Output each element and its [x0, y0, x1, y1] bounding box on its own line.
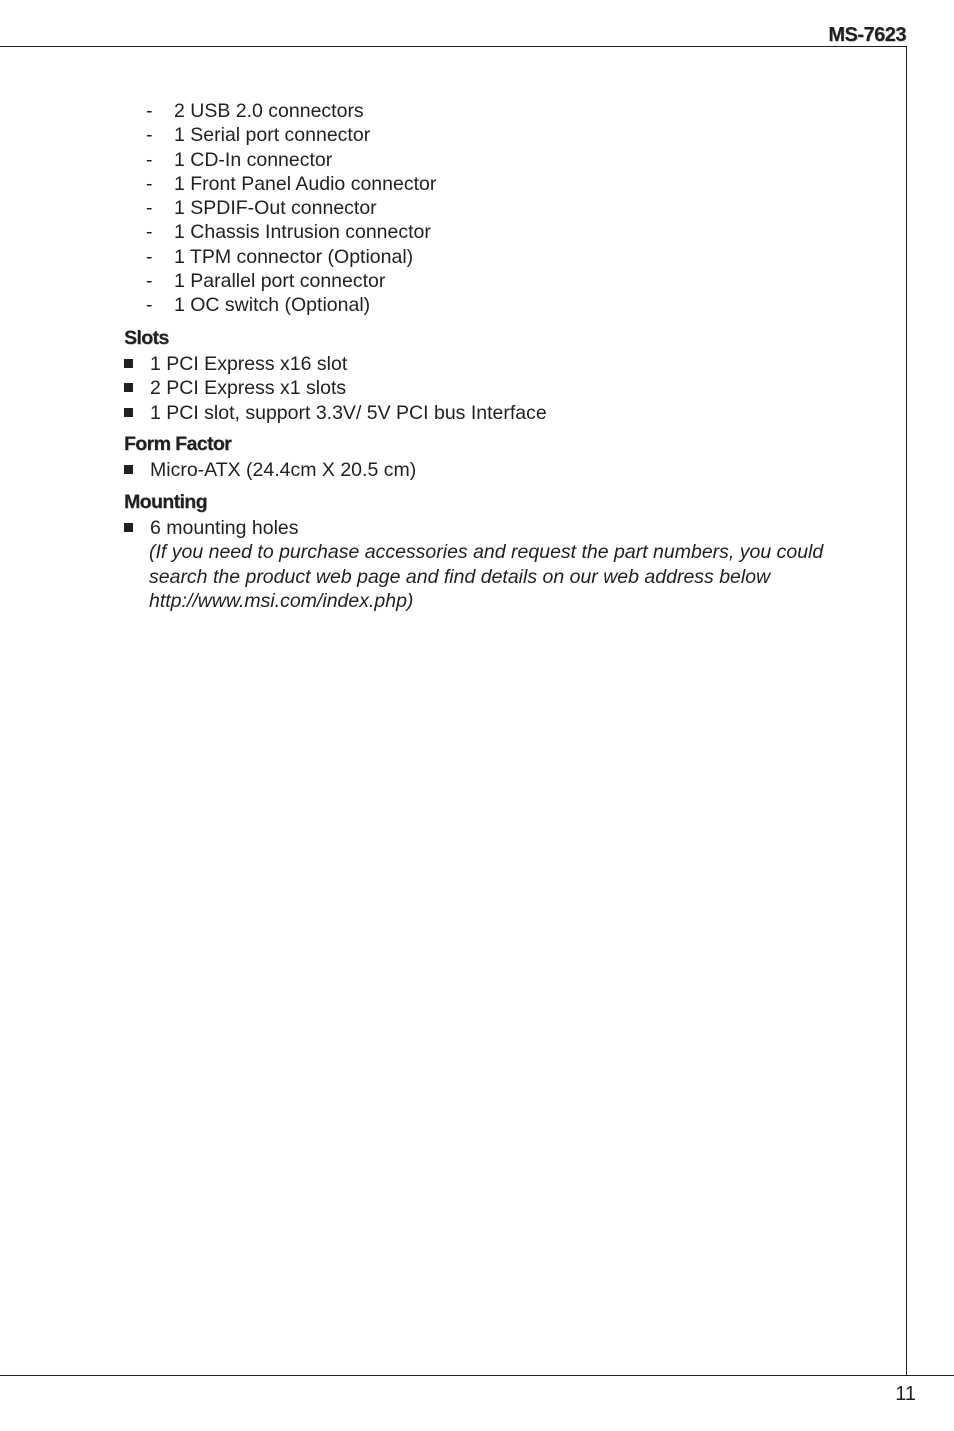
header-rule — [0, 46, 907, 47]
note-line: (If you need to purchase accessories and request the part numbers, you could — [149, 541, 824, 563]
list-item: - 1 Front Panel Audio connector — [146, 172, 437, 195]
model-number: MS-7623 — [828, 24, 906, 46]
list-item: - 2 USB 2.0 connectors — [146, 100, 364, 122]
square-bullet-icon — [124, 465, 133, 474]
mounting-list — [124, 516, 299, 540]
note-line: search the product web page and find details on our web address below — [149, 565, 771, 588]
list-item: 1 PCI slot, support 3.3V/ 5V PCI bus Interface — [124, 401, 547, 425]
list-item: - 1 Parallel port connector — [146, 270, 386, 293]
form-factor-heading: Form Factor — [124, 433, 232, 455]
list-item: - 1 Serial port connector — [146, 124, 371, 147]
list-item: - 1 CD-In connector — [146, 148, 333, 171]
page-number: 11 — [895, 1383, 916, 1405]
square-bullet-icon — [124, 408, 133, 417]
right-margin-rule — [906, 46, 907, 1376]
list-item: - 1 OC switch (Optional) — [146, 294, 371, 317]
list-item: - 1 SPDIF-Out connector — [146, 197, 377, 220]
note-line: http://www.msi.com/index.php) — [149, 590, 414, 612]
list-item: - 1 Chassis Intrusion connector — [146, 221, 431, 244]
footer-rule — [0, 1375, 954, 1376]
square-bullet-icon — [124, 383, 133, 392]
list-item: 6 mounting holes — [124, 516, 299, 540]
square-bullet-icon — [124, 523, 133, 532]
square-bullet-icon — [124, 359, 133, 368]
mounting-heading: Mounting — [124, 491, 207, 513]
accessory-note — [149, 540, 869, 614]
list-item: - 1 TPM connector (Optional) — [146, 245, 414, 268]
slots-list — [124, 352, 547, 425]
list-item: 2 PCI Express x1 slots — [124, 376, 547, 400]
list-item: Micro-ATX (24.4cm X 20.5 cm) — [124, 458, 416, 482]
list-item: 1 PCI Express x16 slot — [124, 352, 547, 376]
connector-list — [146, 99, 436, 318]
slots-heading: Slots — [124, 327, 169, 349]
form-factor-list — [124, 458, 416, 482]
